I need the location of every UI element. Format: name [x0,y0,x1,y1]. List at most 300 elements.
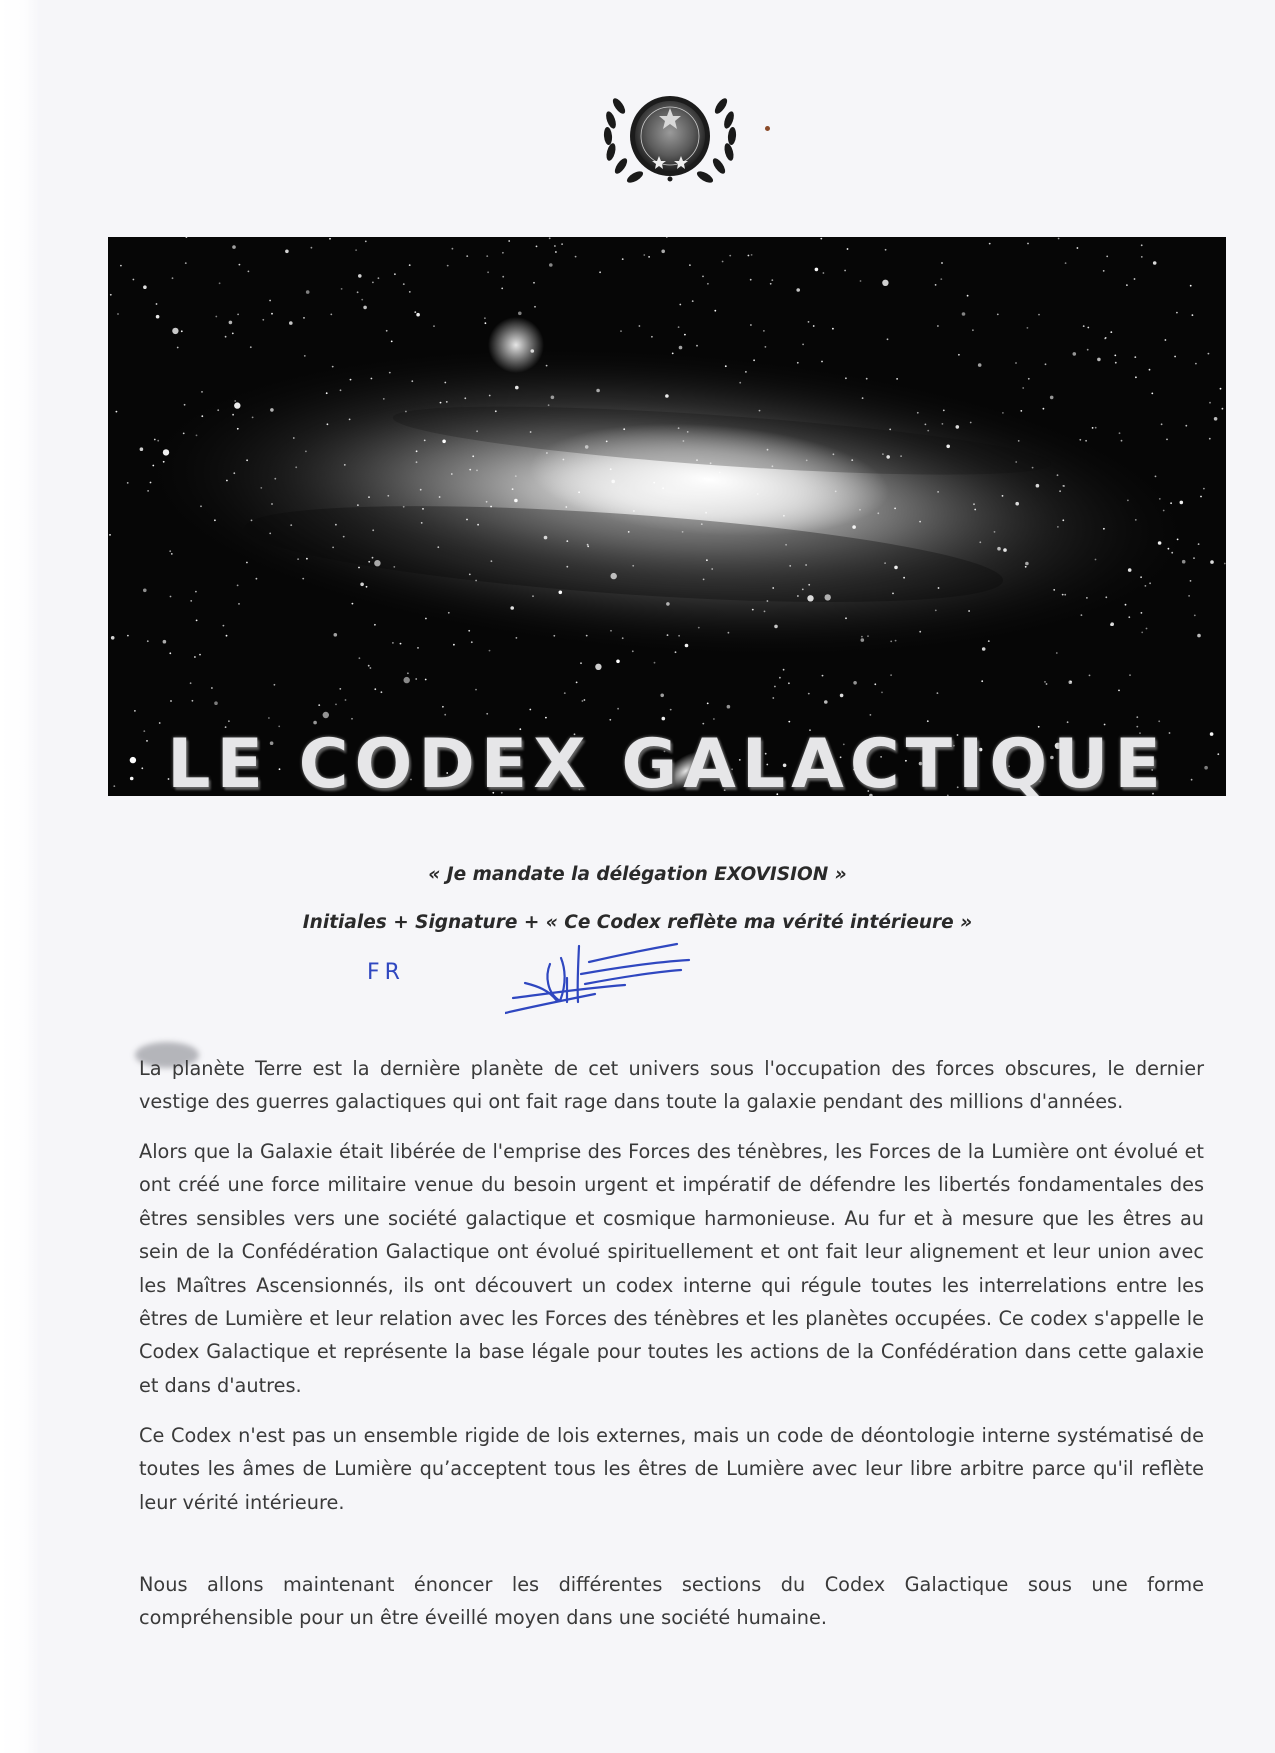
star [1119,432,1121,434]
star [774,686,776,688]
star [484,317,486,319]
star [383,398,385,400]
star [1149,369,1151,371]
star [219,282,221,284]
star [365,241,367,243]
star [1044,681,1046,683]
star [820,238,822,240]
star [343,536,345,538]
star [404,677,410,683]
star [783,669,785,671]
star [684,334,686,336]
star [1053,589,1055,591]
star [381,691,383,693]
star [370,667,372,669]
star [894,566,898,570]
star [194,656,196,658]
star [881,692,883,694]
star [725,365,727,367]
star [1149,582,1151,584]
star [1115,362,1117,364]
star [285,250,289,254]
star [1194,615,1196,617]
star [234,402,240,408]
star [861,638,865,642]
star [290,524,292,526]
star [672,353,674,355]
star [195,591,197,593]
star [378,277,380,279]
star [464,397,466,399]
star [226,635,228,637]
star [269,300,271,302]
star [927,430,929,432]
star [772,697,774,699]
handwritten-signature-icon [505,938,695,1020]
star [359,657,361,659]
star [942,423,944,425]
star [1085,440,1087,442]
star [440,402,442,404]
star [859,509,861,511]
star [1020,410,1022,412]
star [1045,363,1047,365]
star [368,496,370,498]
star [978,363,982,367]
star [1073,352,1077,356]
star [968,610,970,612]
star [937,491,939,493]
star [469,469,471,471]
star [620,330,622,332]
star [229,321,233,325]
star [989,243,991,245]
star [767,449,769,451]
star [518,312,522,316]
star [476,430,478,432]
star [935,610,937,612]
star [442,440,446,444]
star [919,521,921,523]
star [1103,528,1105,530]
star [853,681,857,685]
star [892,593,894,595]
star [895,640,897,642]
star [622,258,624,260]
star [169,652,171,654]
star [874,683,876,685]
star [1065,262,1067,264]
star [805,564,807,566]
star [575,256,577,258]
star [143,589,147,593]
star [111,636,115,640]
star [305,451,307,453]
star [405,411,407,413]
star [683,440,685,442]
star [491,560,493,562]
star [452,248,454,250]
star [682,531,684,533]
star [1222,408,1224,410]
star [201,415,203,417]
star [1177,539,1179,541]
star [1198,543,1200,545]
star [417,647,419,649]
star [1127,500,1129,502]
star [1103,270,1105,272]
star [232,414,234,416]
star [882,453,884,455]
star [958,354,960,356]
star [867,635,869,637]
star [1195,363,1197,365]
star [502,252,504,254]
star [170,700,172,702]
star [745,371,747,373]
star [1141,632,1143,634]
star [587,544,589,546]
star [890,674,892,676]
star [994,531,996,533]
star [972,329,974,331]
star [1208,353,1210,355]
star [610,468,612,470]
star [821,361,823,363]
star [1079,439,1081,441]
star [1134,356,1136,358]
star [200,505,202,507]
paragraph-history: Alors que la Galaxie était libérée de l'emprise des Forces des ténèbres, les Forces de la Lumière ont évolué et ont créé une force militaire venue du besoin urgent et impératif de défendre les libertés fondamentales des êtres sensibles vers une société galactique et cosmique harmonieuse. Au fur et à mesure que les êtres au sein de la Confédération Galactique ont évolué spirituellement et ont fait leur alignement et leur union avec les Maîtres Ascensionnés, ils ont découvert un codex interne qui régule toutes les interrelations entre les êtres de Lumière et leur relation avec les Forces des ténèbres et les planètes occupées. Ce codex s'appelle le Codex Galactique et représente la base légale pour toutes les actions de la Confédération dans cette galaxie et dans d'autres. [139,1140,1204,1397]
star [1002,412,1004,414]
star [722,261,724,263]
star [515,475,517,477]
star [163,640,167,644]
star [860,280,862,282]
star [662,487,664,489]
star [357,504,359,506]
star [201,391,203,393]
star [1126,284,1128,286]
star [617,708,619,710]
star [714,310,716,312]
star [368,665,370,667]
star [163,449,169,455]
star [134,710,136,712]
star [485,322,487,324]
star [586,635,588,637]
star [1158,720,1160,722]
star [374,624,376,626]
star [425,618,427,620]
star [326,392,328,394]
star [566,540,568,542]
star [372,557,374,559]
star [1153,261,1157,265]
star [372,529,374,531]
star [981,680,983,682]
star [403,506,405,508]
star [471,641,473,643]
star [350,379,352,381]
star [1141,612,1143,614]
star [237,585,239,587]
star [757,493,759,495]
star [802,589,804,591]
star [704,478,706,480]
star [796,288,800,292]
star [692,300,694,302]
star [271,503,273,505]
star [988,640,990,642]
star [223,625,225,627]
star [184,404,186,406]
star [852,525,856,529]
star [1095,559,1097,561]
star [1209,438,1211,440]
star [772,587,774,589]
star [1197,634,1201,638]
star [1214,417,1218,421]
star [1203,488,1205,490]
star [407,672,409,674]
star [293,437,295,439]
star [937,325,939,327]
star [271,313,273,315]
star [246,562,248,564]
star [666,602,670,606]
star [448,612,450,614]
star [169,550,171,552]
star [767,600,769,602]
star [393,566,395,568]
star [251,520,253,522]
star [502,276,504,278]
star [711,568,713,570]
star [386,330,388,332]
star [332,366,334,368]
star [946,445,950,449]
star [442,706,444,708]
star [323,712,329,718]
star [825,594,831,600]
star [696,459,698,461]
star [815,268,819,272]
star [698,627,700,629]
star [476,470,478,472]
star [797,362,799,364]
star [587,546,589,548]
star [611,573,617,579]
star [785,544,787,546]
star [453,644,455,646]
star [566,566,568,568]
star [1086,597,1088,599]
star [861,636,863,638]
star [1220,388,1222,390]
star [409,264,411,266]
paper-speck [765,126,770,131]
star [1022,387,1024,389]
star [771,279,773,281]
star [1058,238,1060,240]
star [374,560,380,566]
star [1125,604,1127,606]
star [1118,690,1120,692]
star [1110,624,1112,626]
star [685,644,689,648]
star [190,600,192,602]
star [678,326,680,328]
star [444,714,446,716]
star [1200,496,1202,498]
star [1159,498,1161,500]
star [437,546,439,548]
star [727,705,731,709]
star [489,395,491,397]
star [935,284,937,286]
star [728,632,730,634]
star [596,389,600,393]
star [713,718,715,720]
star [974,509,976,511]
handwritten-initials: FR [367,960,405,985]
star [351,718,353,720]
star [1180,501,1184,505]
star [840,694,844,698]
star [192,700,194,702]
star [355,249,357,251]
star [228,720,230,722]
star [363,306,367,310]
star [486,255,488,257]
star [270,408,274,412]
star [414,311,416,313]
star [707,283,709,285]
star [546,452,548,454]
star [1128,568,1132,572]
star [268,717,270,719]
star [1134,278,1136,280]
star [424,440,426,442]
star [274,478,276,480]
star [660,694,664,698]
star [358,567,360,569]
star [1168,548,1170,550]
star [232,245,236,249]
star [1155,476,1157,478]
star [330,314,332,316]
star [533,282,535,284]
star [887,338,889,340]
star [490,506,492,508]
star [710,462,712,464]
star [707,703,709,705]
star [1050,396,1054,400]
star [1114,355,1116,357]
star [549,237,551,239]
star [1057,526,1059,528]
star [217,409,219,411]
star [1110,331,1112,333]
star [900,455,902,457]
star [1163,510,1165,512]
star [748,255,750,257]
star [561,243,563,245]
star [171,553,173,555]
star [823,272,825,274]
star [808,693,810,695]
star [896,378,898,380]
star [262,319,264,321]
star [214,519,216,521]
star [238,603,240,605]
star [576,682,578,684]
star [845,377,847,379]
star [765,346,767,348]
star [1032,467,1034,469]
star [979,541,981,543]
star [679,346,683,350]
star [341,288,343,290]
star [361,299,363,301]
star [919,631,921,633]
star [877,512,879,514]
star [239,264,241,266]
star [611,480,615,484]
star [329,238,331,240]
star [237,428,239,430]
star [172,328,178,334]
mandate-line: « Je mandate la délégation EXOVISION » [428,864,847,885]
star [332,547,334,549]
star [643,254,645,256]
star [250,346,252,348]
star [120,265,122,267]
star [234,400,236,402]
star [1135,376,1137,378]
star [472,455,474,457]
star [997,314,999,316]
star [409,291,411,293]
star [530,431,532,433]
star [1046,683,1048,685]
star [564,692,566,694]
star [150,482,152,484]
star [750,324,752,326]
star [752,609,754,611]
star [545,717,547,719]
star [1190,580,1192,582]
star [170,596,172,598]
star [662,717,666,721]
star [1003,548,1007,552]
star [147,640,149,642]
star [813,325,815,327]
star [679,304,681,306]
star [585,445,589,449]
star [703,579,705,581]
star [313,721,317,725]
galaxy-image [108,237,1226,796]
star [486,501,488,503]
star [252,417,254,419]
star [1170,502,1172,504]
star [1158,541,1162,545]
star [1081,614,1083,616]
star [1141,256,1143,258]
star [1105,337,1107,339]
